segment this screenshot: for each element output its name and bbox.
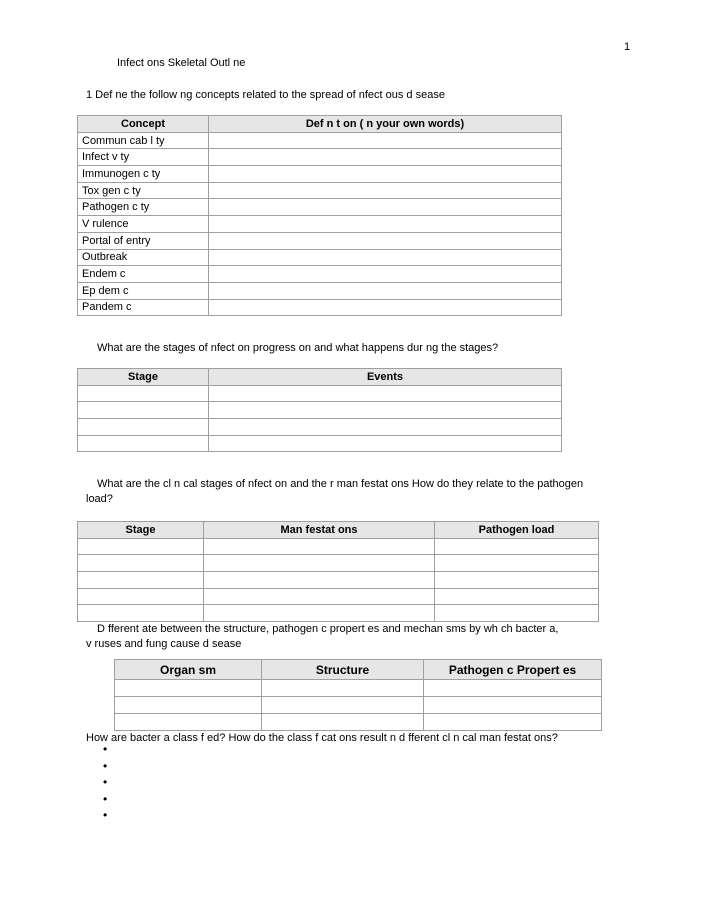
bullet-item[interactable]: • xyxy=(103,758,108,773)
stage-cell[interactable] xyxy=(78,435,209,452)
question-4-prompt-line2: v ruses and fung cause d sease xyxy=(86,638,242,650)
definition-cell[interactable] xyxy=(209,166,562,183)
bullet-item[interactable]: • xyxy=(103,791,108,806)
table-row xyxy=(78,282,562,299)
header-stage: Stage xyxy=(78,369,209,386)
table-header-row xyxy=(78,116,562,133)
definition-cell[interactable] xyxy=(209,299,562,316)
definition-cell[interactable] xyxy=(209,249,562,266)
header-definition: Def n t on ( n your own words) xyxy=(209,116,562,133)
table-row xyxy=(78,182,562,199)
concept-cell: Pandem c xyxy=(78,299,209,316)
stage-cell[interactable] xyxy=(78,605,204,622)
table-row xyxy=(78,435,562,452)
organism-cell[interactable] xyxy=(115,714,262,731)
definition-cell[interactable] xyxy=(209,132,562,149)
table-row xyxy=(78,166,562,183)
definition-cell[interactable] xyxy=(209,282,562,299)
concept-cell: Ep dem c xyxy=(78,282,209,299)
definition-cell[interactable] xyxy=(209,199,562,216)
stage-cell[interactable] xyxy=(78,588,204,605)
bullet-item[interactable]: • xyxy=(103,775,108,789)
clinical-stages-table xyxy=(77,521,599,622)
concept-cell: Immunogen c ty xyxy=(78,166,209,183)
question-4-prompt-line1: D fferent ate between the structure, pathogen c propert es and mechan sms by wh ch bacter a, xyxy=(97,623,559,635)
table-header-row xyxy=(78,522,599,539)
concepts-table xyxy=(77,115,562,316)
table-row xyxy=(78,402,562,419)
properties-cell[interactable] xyxy=(424,714,602,731)
table-row xyxy=(115,714,602,731)
table-row xyxy=(78,232,562,249)
table-row xyxy=(78,572,599,589)
table-row xyxy=(78,419,562,436)
header-stage: Stage xyxy=(78,522,204,539)
manifestations-cell[interactable] xyxy=(204,588,435,605)
stage-cell[interactable] xyxy=(78,555,204,572)
stage-cell[interactable] xyxy=(78,385,209,402)
definition-cell[interactable] xyxy=(209,182,562,199)
stage-cell[interactable] xyxy=(78,538,204,555)
question-1-prompt: 1 Def ne the follow ng concepts related to the spread of nfect ous d sease xyxy=(86,89,445,101)
question-5-prompt: How are bacter a class f ed? How do the class f cat ons result n d fferent cl n cal man festat ons? xyxy=(86,732,558,744)
structure-cell[interactable] xyxy=(262,680,424,697)
table-row xyxy=(78,249,562,266)
manifestations-cell[interactable] xyxy=(204,605,435,622)
pathogen-load-cell[interactable] xyxy=(435,555,599,572)
table-row xyxy=(115,680,602,697)
header-pathogen-load: Pathogen load xyxy=(435,522,599,539)
manifestations-cell[interactable] xyxy=(204,538,435,555)
stage-cell[interactable] xyxy=(78,572,204,589)
events-cell[interactable] xyxy=(209,419,562,436)
table-row xyxy=(78,199,562,216)
organism-cell[interactable] xyxy=(115,697,262,714)
concept-cell: Endem c xyxy=(78,266,209,283)
question-3-prompt-line2: load? xyxy=(86,493,113,505)
definition-cell[interactable] xyxy=(209,232,562,249)
concept-cell: Infect v ty xyxy=(78,149,209,166)
concept-cell: Commun cab l ty xyxy=(78,132,209,149)
pathogen-load-cell[interactable] xyxy=(435,538,599,555)
table-row xyxy=(78,588,599,605)
organism-cell[interactable] xyxy=(115,680,262,697)
concept-cell: Outbreak xyxy=(78,249,209,266)
stage-cell[interactable] xyxy=(78,402,209,419)
structure-cell[interactable] xyxy=(262,697,424,714)
concept-cell: Portal of entry xyxy=(78,232,209,249)
header-structure: Structure xyxy=(262,660,424,680)
organism-table xyxy=(114,659,602,731)
manifestations-cell[interactable] xyxy=(204,555,435,572)
events-cell[interactable] xyxy=(209,402,562,419)
question-2-prompt: What are the stages of nfect on progress on and what happens dur ng the stages? xyxy=(97,342,499,354)
table-row xyxy=(78,266,562,283)
concept-cell: V rulence xyxy=(78,216,209,233)
bullet-item[interactable]: • xyxy=(103,808,108,822)
table-row xyxy=(78,132,562,149)
events-cell[interactable] xyxy=(209,385,562,402)
table-row xyxy=(78,385,562,402)
table-row xyxy=(78,149,562,166)
header-pathogenic-properties: Pathogen c Propert es xyxy=(424,660,602,680)
infection-stages-table xyxy=(77,368,562,452)
concept-cell: Pathogen c ty xyxy=(78,199,209,216)
table-header-row xyxy=(115,660,602,680)
pathogen-load-cell[interactable] xyxy=(435,588,599,605)
header-manifestations: Man festat ons xyxy=(204,522,435,539)
definition-cell[interactable] xyxy=(209,149,562,166)
question-3-prompt-line1: What are the cl n cal stages of nfect on and the r man festat ons How do they relate to the pathogen xyxy=(97,478,584,490)
table-row xyxy=(115,697,602,714)
concept-cell: Tox gen c ty xyxy=(78,182,209,199)
definition-cell[interactable] xyxy=(209,266,562,283)
page-number: 1 xyxy=(624,41,631,53)
manifestations-cell[interactable] xyxy=(204,572,435,589)
properties-cell[interactable] xyxy=(424,680,602,697)
table-row xyxy=(78,299,562,316)
document-title: Infect ons Skeletal Outl ne xyxy=(117,57,246,69)
table-row xyxy=(78,555,599,572)
table-header-row xyxy=(78,369,562,386)
events-cell[interactable] xyxy=(209,435,562,452)
bullet-item[interactable]: • xyxy=(103,742,108,756)
table-row xyxy=(78,605,599,622)
table-row xyxy=(78,216,562,233)
pathogen-load-cell[interactable] xyxy=(435,572,599,589)
properties-cell[interactable] xyxy=(424,697,602,714)
table-row xyxy=(78,538,599,555)
structure-cell[interactable] xyxy=(262,714,424,731)
definition-cell[interactable] xyxy=(209,216,562,233)
header-concept: Concept xyxy=(78,116,209,133)
stage-cell[interactable] xyxy=(78,419,209,436)
header-organism: Organ sm xyxy=(115,660,262,680)
pathogen-load-cell[interactable] xyxy=(435,605,599,622)
header-events: Events xyxy=(209,369,562,386)
bullet-list xyxy=(103,741,107,824)
